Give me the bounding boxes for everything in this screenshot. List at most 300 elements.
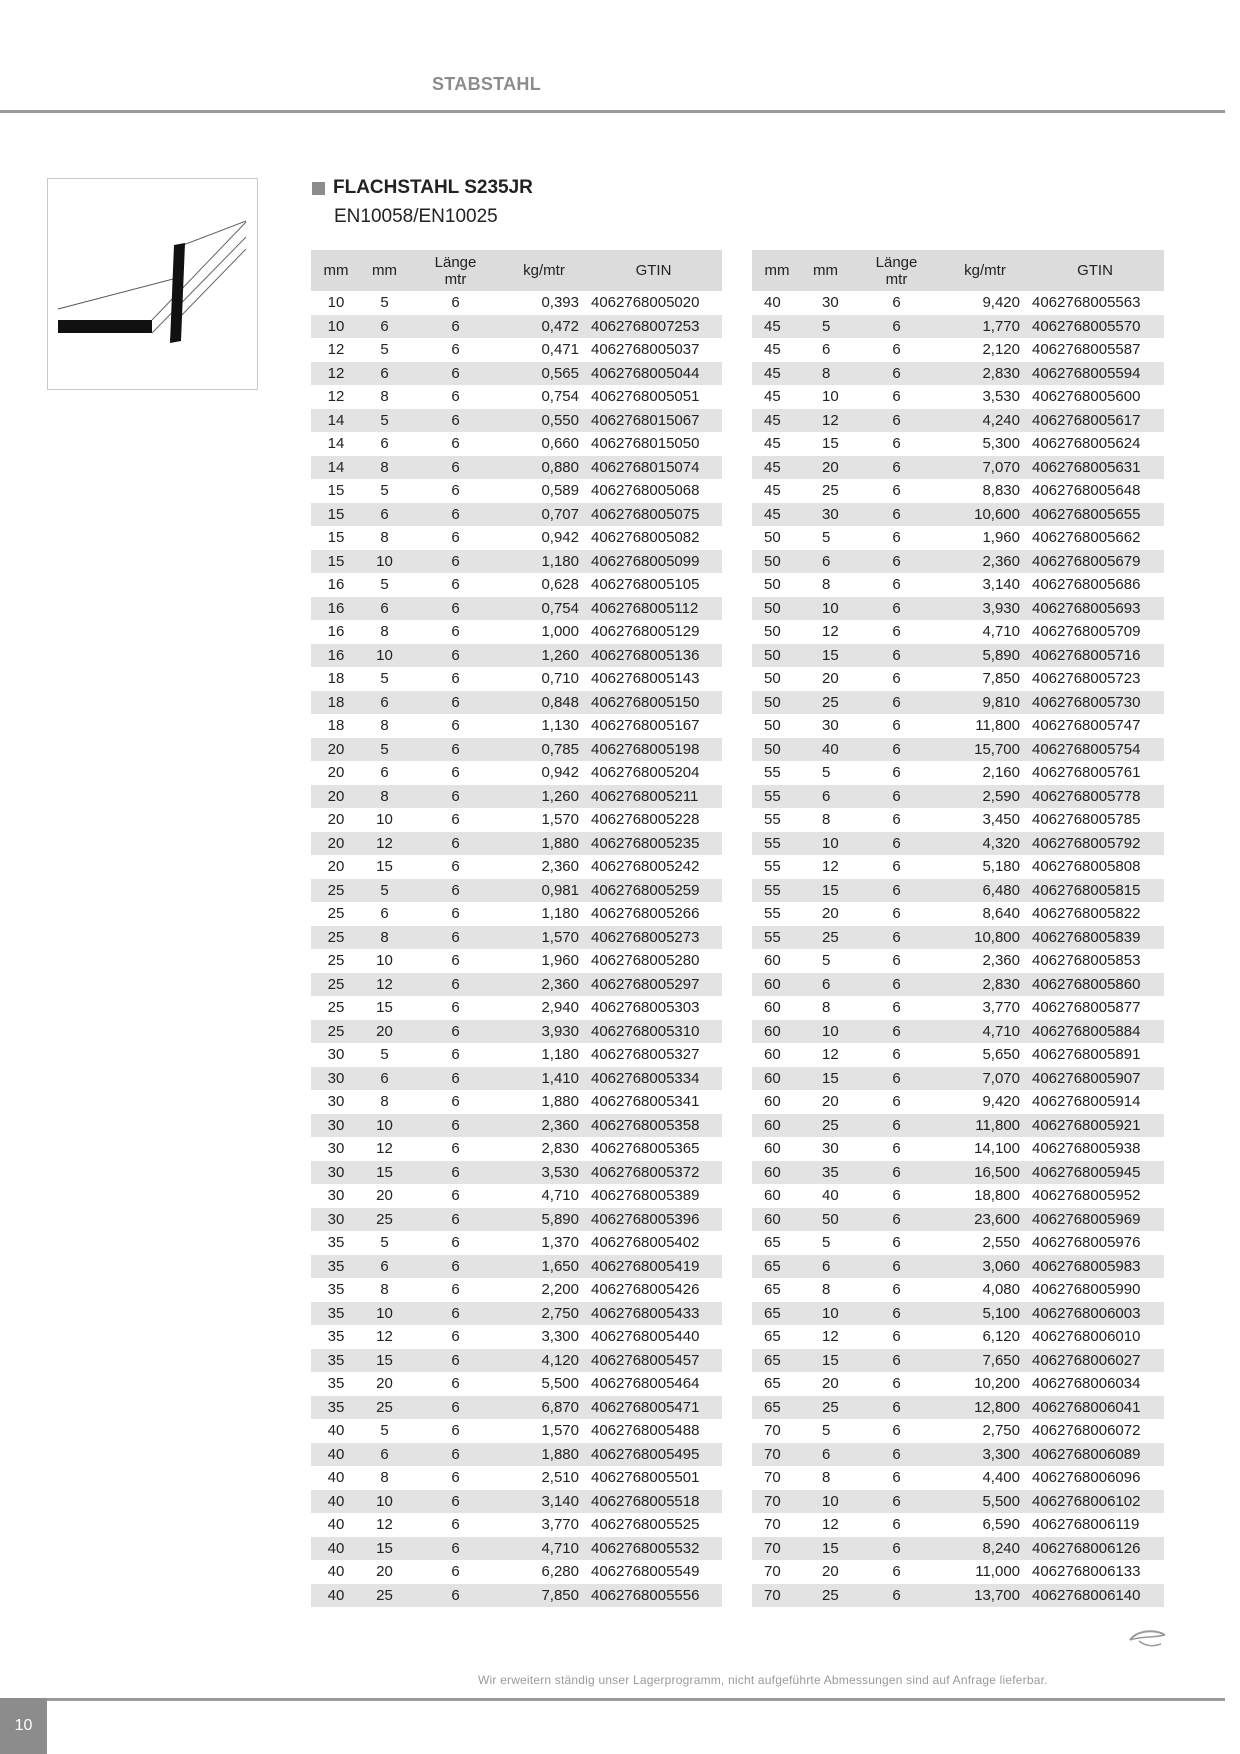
table-row (311, 1231, 722, 1255)
table-cell: 6 (849, 1537, 944, 1561)
table-cell: 4062768005617 (1026, 409, 1164, 433)
table-cell: 8 (380, 1469, 389, 1487)
table-row (752, 926, 1164, 950)
table-row (311, 902, 722, 926)
table-cell: 6 (451, 811, 460, 829)
table-row (752, 1278, 1164, 1302)
table-cell: 6 (849, 456, 944, 480)
table-row (752, 1466, 1164, 1490)
table-row (311, 1325, 722, 1349)
table-cell: 4062768006089 (1026, 1443, 1164, 1467)
table-cell: 40 (327, 1422, 345, 1440)
table-cell: 0,785 (503, 738, 585, 762)
table-row (311, 1184, 722, 1208)
table-cell: 15 (327, 529, 345, 547)
table-cell: 20 (327, 811, 345, 829)
table-row (311, 1278, 722, 1302)
table-cell: 8 (822, 811, 831, 829)
table-cell: 6 (408, 1584, 503, 1608)
table-cell: 4062768005099 (585, 550, 722, 574)
table-cell: 4062768005020 (591, 294, 700, 312)
table-cell: 6 (451, 1469, 460, 1487)
table-row (752, 409, 1164, 433)
table-cell: 6 (849, 1255, 944, 1279)
table-cell: 0,472 (503, 315, 585, 339)
table-cell: 1,880 (503, 1443, 585, 1467)
table-cell: 3,770 (541, 1516, 579, 1534)
table-cell: 0,754 (503, 597, 585, 621)
table-cell: 6 (451, 1516, 460, 1534)
table-cell: 16 (327, 576, 345, 594)
table-cell: 6 (892, 1422, 901, 1440)
table-cell: 9,420 (982, 1093, 1020, 1111)
table-cell: 12 (822, 623, 839, 641)
table-cell: 6 (408, 785, 503, 809)
table-cell: 12 (361, 832, 408, 856)
table-cell: 4062768005242 (591, 858, 700, 876)
column-header: kg/mtr (503, 250, 585, 291)
table-cell: 11,800 (975, 717, 1020, 735)
table-cell: 25 (802, 926, 849, 950)
table-cell: 6 (849, 315, 944, 339)
table-cell: 4062768006003 (1026, 1302, 1164, 1326)
table-cell: 0,981 (503, 879, 585, 903)
table-cell: 25 (311, 973, 361, 997)
table-cell: 6 (451, 1563, 460, 1581)
table-cell: 45 (764, 482, 781, 500)
table-cell: 70 (764, 1516, 781, 1534)
table-cell: 1,570 (541, 1422, 579, 1440)
table-cell: 6 (892, 623, 901, 641)
table-cell: 8 (361, 926, 408, 950)
table-cell: 5,500 (944, 1490, 1026, 1514)
table-cell: 65 (752, 1302, 802, 1326)
table-cell: 4062768005709 (1032, 623, 1141, 641)
table-cell: 8,240 (944, 1537, 1026, 1561)
table-cell: 5,300 (982, 435, 1020, 453)
table-row (311, 926, 722, 950)
table-cell: 6 (849, 1020, 944, 1044)
table-cell: 6 (451, 294, 460, 312)
table-cell: 6 (892, 1516, 901, 1534)
table-row (311, 315, 722, 339)
table-cell: 4,320 (944, 832, 1026, 856)
table-cell: 6 (451, 1046, 460, 1064)
table-cell: 30 (822, 717, 839, 735)
table-cell: 2,360 (944, 550, 1026, 574)
table-cell: 5 (380, 1422, 389, 1440)
table-cell: 12 (311, 362, 361, 386)
table-cell: 25 (311, 926, 361, 950)
table-cell: 6 (451, 999, 460, 1017)
table-cell: 6 (451, 1328, 460, 1346)
table-cell: 5 (380, 341, 389, 359)
table-cell: 6 (361, 1443, 408, 1467)
table-cell: 1,410 (503, 1067, 585, 1091)
table-row (752, 550, 1164, 574)
table-cell: 50 (764, 529, 781, 547)
table-cell: 12 (822, 858, 839, 876)
table-cell: 4062768005419 (585, 1255, 722, 1279)
table-cell: 4062768005051 (591, 388, 700, 406)
table-cell: 5 (361, 879, 408, 903)
table-cell: 4062768005891 (1032, 1046, 1141, 1064)
table-cell: 16 (311, 597, 361, 621)
table-cell: 10 (311, 315, 361, 339)
table-cell: 2,200 (541, 1281, 579, 1299)
table-cell: 6 (408, 973, 503, 997)
table-cell: 6 (892, 952, 901, 970)
table-cell: 4062768006096 (1032, 1469, 1141, 1487)
spec-table-right-body (752, 291, 1164, 1607)
table-cell: 18 (327, 670, 345, 688)
table-cell: 25 (802, 691, 849, 715)
table-cell: 6 (451, 1281, 460, 1299)
table-cell: 1,180 (541, 905, 579, 923)
table-row (752, 1537, 1164, 1561)
table-cell: 6 (892, 1281, 901, 1299)
table-cell: 4062768005587 (1032, 341, 1141, 359)
table-cell: 25 (361, 1208, 408, 1232)
table-cell: 5 (380, 576, 389, 594)
table-cell: 4062768005303 (591, 999, 700, 1017)
table-cell: 6 (361, 1067, 408, 1091)
table-cell: 6 (892, 576, 901, 594)
table-cell: 35 (327, 1234, 345, 1252)
table-cell: 4062768005327 (591, 1046, 700, 1064)
table-row (752, 1020, 1164, 1044)
table-cell: 4062768005624 (1032, 435, 1141, 453)
table-cell: 3,060 (944, 1255, 1026, 1279)
table-row (311, 1161, 722, 1185)
table-cell: 60 (764, 1046, 781, 1064)
table-cell: 5 (822, 529, 831, 547)
table-cell: 30 (311, 1067, 361, 1091)
table-cell: 0,942 (541, 529, 579, 547)
table-cell: 6 (451, 1375, 460, 1393)
table-row (752, 315, 1164, 339)
table-cell: 12 (376, 1516, 393, 1534)
table-cell: 10 (802, 1490, 849, 1514)
table-cell: 0,707 (503, 503, 585, 527)
table-cell: 4062768005938 (1032, 1140, 1141, 1158)
table-cell: 6 (408, 550, 503, 574)
table-header-row (311, 250, 722, 291)
table-cell: 45 (764, 435, 781, 453)
table-cell: 40 (764, 294, 781, 312)
table-row (752, 1560, 1164, 1584)
table-cell: 60 (752, 1020, 802, 1044)
table-cell: 2,830 (944, 973, 1026, 997)
table-cell: 6 (451, 905, 460, 923)
table-cell: 13,700 (944, 1584, 1026, 1608)
table-row (311, 949, 722, 973)
table-cell: 4062768005686 (1032, 576, 1141, 594)
table-cell: 8 (380, 1093, 389, 1111)
table-cell: 10 (361, 644, 408, 668)
table-cell: 6 (849, 785, 944, 809)
table-cell: 25 (361, 1396, 408, 1420)
footer-note: Wir erweitern ständig unser Lagerprogramm, nicht aufgeführte Abmessungen sind auf Anfrage lieferbar. (478, 1673, 1048, 1687)
table-cell: 30 (311, 1114, 361, 1138)
table-cell: 5 (361, 409, 408, 433)
table-row (311, 362, 722, 386)
table-cell: 55 (764, 764, 781, 782)
table-cell: 45 (764, 341, 781, 359)
table-cell: 6 (451, 1140, 460, 1158)
table-row (752, 1396, 1164, 1420)
table-cell: 6 (451, 482, 460, 500)
table-cell: 4062768005525 (591, 1516, 700, 1534)
table-cell: 6 (451, 1422, 460, 1440)
table-row (311, 1419, 722, 1443)
table-cell: 6 (451, 576, 460, 594)
table-cell: 15 (361, 1349, 408, 1373)
table-cell: 2,360 (503, 1114, 585, 1138)
table-cell: 5 (380, 482, 389, 500)
table-cell: 4062768005976 (1032, 1234, 1141, 1252)
product-title (312, 177, 533, 199)
table-cell: 4062768005518 (585, 1490, 722, 1514)
table-cell: 6 (892, 999, 901, 1017)
table-cell: 15 (361, 1161, 408, 1185)
table-row (752, 808, 1164, 832)
table-cell: 4062768006010 (1032, 1328, 1141, 1346)
table-cell: 70 (752, 1490, 802, 1514)
table-cell: 20 (361, 1020, 408, 1044)
table-cell: 12 (376, 1140, 393, 1158)
table-cell: 35 (311, 1349, 361, 1373)
table-cell: 16,500 (944, 1161, 1026, 1185)
table-row (311, 1396, 722, 1420)
table-row (752, 785, 1164, 809)
product-image (47, 178, 258, 390)
table-row (311, 1372, 722, 1396)
table-cell: 2,360 (541, 858, 579, 876)
table-cell: 60 (764, 1187, 781, 1205)
table-cell: 4062768005457 (585, 1349, 722, 1373)
table-cell: 25 (361, 1584, 408, 1608)
table-cell: 4062768005235 (585, 832, 722, 856)
table-row (311, 644, 722, 668)
table-cell: 10,600 (944, 503, 1026, 527)
table-row (311, 479, 722, 503)
table-row (311, 1560, 722, 1584)
table-cell: 6 (892, 1187, 901, 1205)
table-cell: 4,120 (503, 1349, 585, 1373)
table-cell: 20 (311, 785, 361, 809)
table-row (752, 573, 1164, 597)
table-cell: 4062768005266 (591, 905, 700, 923)
table-cell: 20 (311, 832, 361, 856)
table-cell: 10 (376, 811, 393, 829)
table-row (311, 597, 722, 621)
table-cell: 20 (822, 1563, 839, 1581)
table-cell: 6 (408, 1396, 503, 1420)
table-row (752, 1231, 1164, 1255)
table-cell: 0,710 (541, 670, 579, 688)
table-row (752, 1325, 1164, 1349)
table-cell: 6 (849, 1443, 944, 1467)
table-cell: 15 (376, 999, 393, 1017)
table-cell: 35 (802, 1161, 849, 1185)
table-cell: 10 (361, 1490, 408, 1514)
column-header: mm (311, 250, 361, 291)
table-cell: 6 (408, 1067, 503, 1091)
table-row (752, 291, 1164, 315)
table-row (311, 503, 722, 527)
table-cell: 4062768005396 (585, 1208, 722, 1232)
table-cell: 4,080 (982, 1281, 1020, 1299)
table-cell: 6 (802, 550, 849, 574)
table-cell: 2,360 (503, 973, 585, 997)
table-cell: 3,300 (944, 1443, 1026, 1467)
table-row (311, 1255, 722, 1279)
table-cell: 4062768005259 (585, 879, 722, 903)
table-cell: 0,471 (541, 341, 579, 359)
table-cell: 6 (408, 1161, 503, 1185)
table-row (752, 879, 1164, 903)
table-row (752, 1255, 1164, 1279)
table-cell: 5,890 (503, 1208, 585, 1232)
table-cell: 6,120 (982, 1328, 1020, 1346)
table-cell: 6 (849, 1302, 944, 1326)
table-cell: 60 (752, 973, 802, 997)
section-title: STABSTAHL (432, 74, 542, 94)
table-cell: 4062768005693 (1026, 597, 1164, 621)
table-cell: 3,530 (503, 1161, 585, 1185)
table-row (311, 550, 722, 574)
table-cell: 2,120 (982, 341, 1020, 359)
table-cell: 14 (327, 435, 345, 453)
table-cell: 4062768005310 (585, 1020, 722, 1044)
table-cell: 65 (764, 1375, 781, 1393)
table-cell: 4062768005471 (585, 1396, 722, 1420)
table-row (311, 879, 722, 903)
table-cell: 1,960 (541, 952, 579, 970)
table-cell: 15,700 (944, 738, 1026, 762)
table-cell: 20 (802, 456, 849, 480)
table-cell: 6 (408, 456, 503, 480)
table-cell: 12 (361, 973, 408, 997)
table-cell: 4,240 (944, 409, 1026, 433)
table-cell: 50 (752, 738, 802, 762)
table-row (752, 1372, 1164, 1396)
table-row (311, 973, 722, 997)
table-cell: 1,180 (541, 1046, 579, 1064)
table-cell: 40 (311, 1584, 361, 1608)
table-cell: 4062768005785 (1032, 811, 1141, 829)
table-row (752, 761, 1164, 785)
column-header: mm (361, 250, 408, 291)
table-cell: 25 (327, 999, 345, 1017)
table-cell: 65 (764, 1234, 781, 1252)
table-cell: 0,589 (541, 482, 579, 500)
table-cell: 4062768005808 (1032, 858, 1141, 876)
table-cell: 8 (361, 456, 408, 480)
table-cell: 4062768005365 (591, 1140, 700, 1158)
table-cell: 4062768006072 (1032, 1422, 1141, 1440)
table-row (752, 691, 1164, 715)
column-header: Länge mtr (849, 250, 944, 291)
table-row (752, 1490, 1164, 1514)
table-cell: 18,800 (974, 1187, 1020, 1205)
column-header: mm (802, 250, 849, 291)
table-cell: 7,070 (944, 1067, 1026, 1091)
table-cell: 60 (764, 1140, 781, 1158)
table-cell: 6 (849, 1584, 944, 1608)
table-cell: 5,650 (982, 1046, 1020, 1064)
table-cell: 6 (451, 764, 460, 782)
table-cell: 6 (849, 1161, 944, 1185)
table-cell: 0,628 (541, 576, 579, 594)
table-row (311, 1114, 722, 1138)
table-row (752, 1513, 1164, 1537)
table-cell: 4062768005921 (1026, 1114, 1164, 1138)
table-cell: 2,590 (944, 785, 1026, 809)
table-row (752, 738, 1164, 762)
table-cell: 8 (822, 1469, 831, 1487)
table-cell: 6 (892, 858, 901, 876)
table-cell: 30 (311, 1161, 361, 1185)
table-cell: 60 (752, 1208, 802, 1232)
table-row (752, 1208, 1164, 1232)
table-cell: 5,100 (944, 1302, 1026, 1326)
table-cell: 25 (822, 482, 839, 500)
table-row (752, 1349, 1164, 1373)
table-cell: 6 (849, 597, 944, 621)
table-cell: 12,800 (944, 1396, 1026, 1420)
table-row (311, 1137, 722, 1161)
table-row (752, 1137, 1164, 1161)
table-cell: 5 (380, 1046, 389, 1064)
table-cell: 6 (892, 1140, 901, 1158)
table-cell: 4062768005044 (585, 362, 722, 386)
table-row (752, 644, 1164, 668)
table-cell: 2,750 (982, 1422, 1020, 1440)
table-cell: 6 (802, 785, 849, 809)
table-cell: 11,000 (975, 1563, 1020, 1581)
table-cell: 60 (764, 999, 781, 1017)
table-cell: 4062768005648 (1032, 482, 1141, 500)
table-cell: 1,370 (541, 1234, 579, 1252)
table-cell: 12 (822, 1046, 839, 1064)
table-cell: 4062768005075 (585, 503, 722, 527)
table-cell: 6 (361, 315, 408, 339)
table-cell: 55 (752, 832, 802, 856)
table-cell: 5,890 (944, 644, 1026, 668)
table-cell: 4062768006126 (1026, 1537, 1164, 1561)
table-cell: 6 (892, 1093, 901, 1111)
table-cell: 10 (802, 832, 849, 856)
table-cell: 40 (311, 1443, 361, 1467)
table-cell: 6 (892, 1234, 901, 1252)
table-cell: 4062768005372 (585, 1161, 722, 1185)
table-row (311, 714, 722, 738)
table-cell: 8 (380, 388, 389, 406)
table-cell: 5 (380, 294, 389, 312)
table-cell: 6 (408, 738, 503, 762)
table-cell: 6 (849, 409, 944, 433)
table-cell: 60 (752, 1114, 802, 1138)
table-row (752, 1302, 1164, 1326)
table-cell: 4062768005730 (1026, 691, 1164, 715)
table-cell: 15 (361, 1537, 408, 1561)
table-cell: 5 (802, 315, 849, 339)
table-cell: 4062768005532 (585, 1537, 722, 1561)
table-row (752, 1114, 1164, 1138)
table-cell: 1,650 (503, 1255, 585, 1279)
